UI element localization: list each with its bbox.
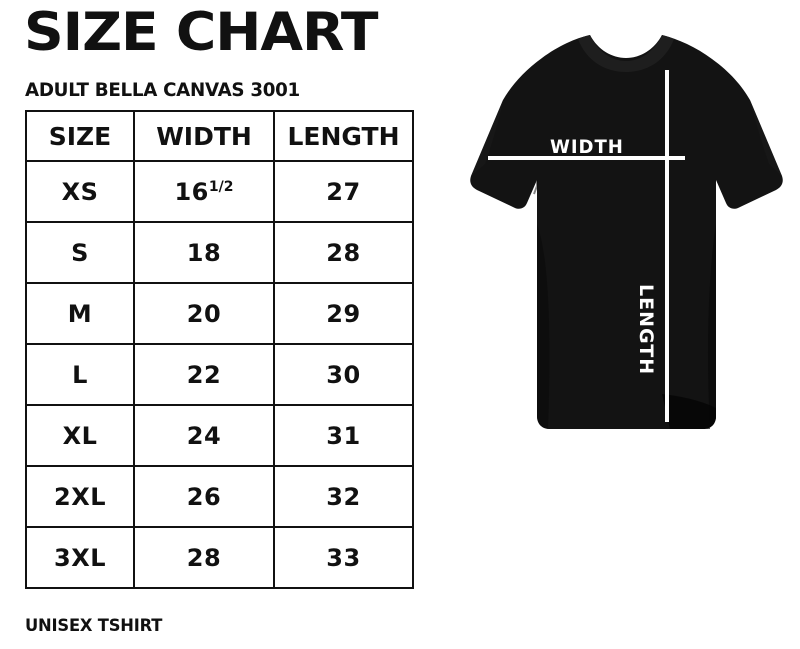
table-row bbox=[26, 222, 413, 283]
shirt-diagram-panel bbox=[430, 0, 800, 649]
shirt-illustration bbox=[430, 24, 800, 454]
cell-width-fraction: 1/2 bbox=[208, 178, 234, 195]
column-header-size: SIZE bbox=[26, 111, 134, 161]
cell-width-value: 16 bbox=[174, 177, 209, 206]
cell-width-value: 24 bbox=[186, 421, 222, 450]
cell-length: 28 bbox=[274, 222, 413, 283]
cell-width-value: 26 bbox=[186, 482, 222, 511]
table-row bbox=[26, 527, 413, 588]
size-chart-table bbox=[25, 110, 414, 589]
cell-size: L bbox=[26, 344, 134, 405]
cell-width bbox=[134, 222, 274, 283]
column-header-width: WIDTH bbox=[134, 111, 274, 161]
width-measure-label: WIDTH bbox=[550, 136, 624, 158]
cell-width-value: 22 bbox=[186, 360, 222, 389]
cell-size: XL bbox=[26, 405, 134, 466]
cell-width-value: 20 bbox=[186, 299, 222, 328]
product-subtitle: ADULT BELLA CANVAS 3001 bbox=[25, 79, 300, 101]
tshirt-icon bbox=[430, 24, 800, 454]
cell-size: M bbox=[26, 283, 134, 344]
table-header-row bbox=[26, 111, 413, 161]
cell-size: 3XL bbox=[26, 527, 134, 588]
cell-width bbox=[134, 527, 274, 588]
cell-size: XS bbox=[26, 161, 134, 222]
table-row bbox=[26, 405, 413, 466]
cell-size: S bbox=[26, 222, 134, 283]
table-row bbox=[26, 161, 413, 222]
cell-width bbox=[134, 344, 274, 405]
cell-width-value: 18 bbox=[186, 238, 222, 267]
column-header-length: LENGTH bbox=[274, 111, 413, 161]
page-title: SIZE CHART bbox=[24, 2, 378, 63]
length-measure-label: LENGTH bbox=[635, 284, 657, 376]
table-row bbox=[26, 283, 413, 344]
cell-length: 29 bbox=[274, 283, 413, 344]
cell-width bbox=[134, 283, 274, 344]
cell-length: 30 bbox=[274, 344, 413, 405]
cell-length: 32 bbox=[274, 466, 413, 527]
cell-length: 31 bbox=[274, 405, 413, 466]
table-row bbox=[26, 466, 413, 527]
table-row bbox=[26, 344, 413, 405]
cell-size: 2XL bbox=[26, 466, 134, 527]
footer-note: UNISEX TSHIRT bbox=[25, 616, 163, 636]
cell-width bbox=[134, 161, 274, 222]
cell-length: 33 bbox=[274, 527, 413, 588]
cell-width bbox=[134, 466, 274, 527]
cell-length: 27 bbox=[274, 161, 413, 222]
cell-width bbox=[134, 405, 274, 466]
cell-width-value: 28 bbox=[186, 543, 222, 572]
